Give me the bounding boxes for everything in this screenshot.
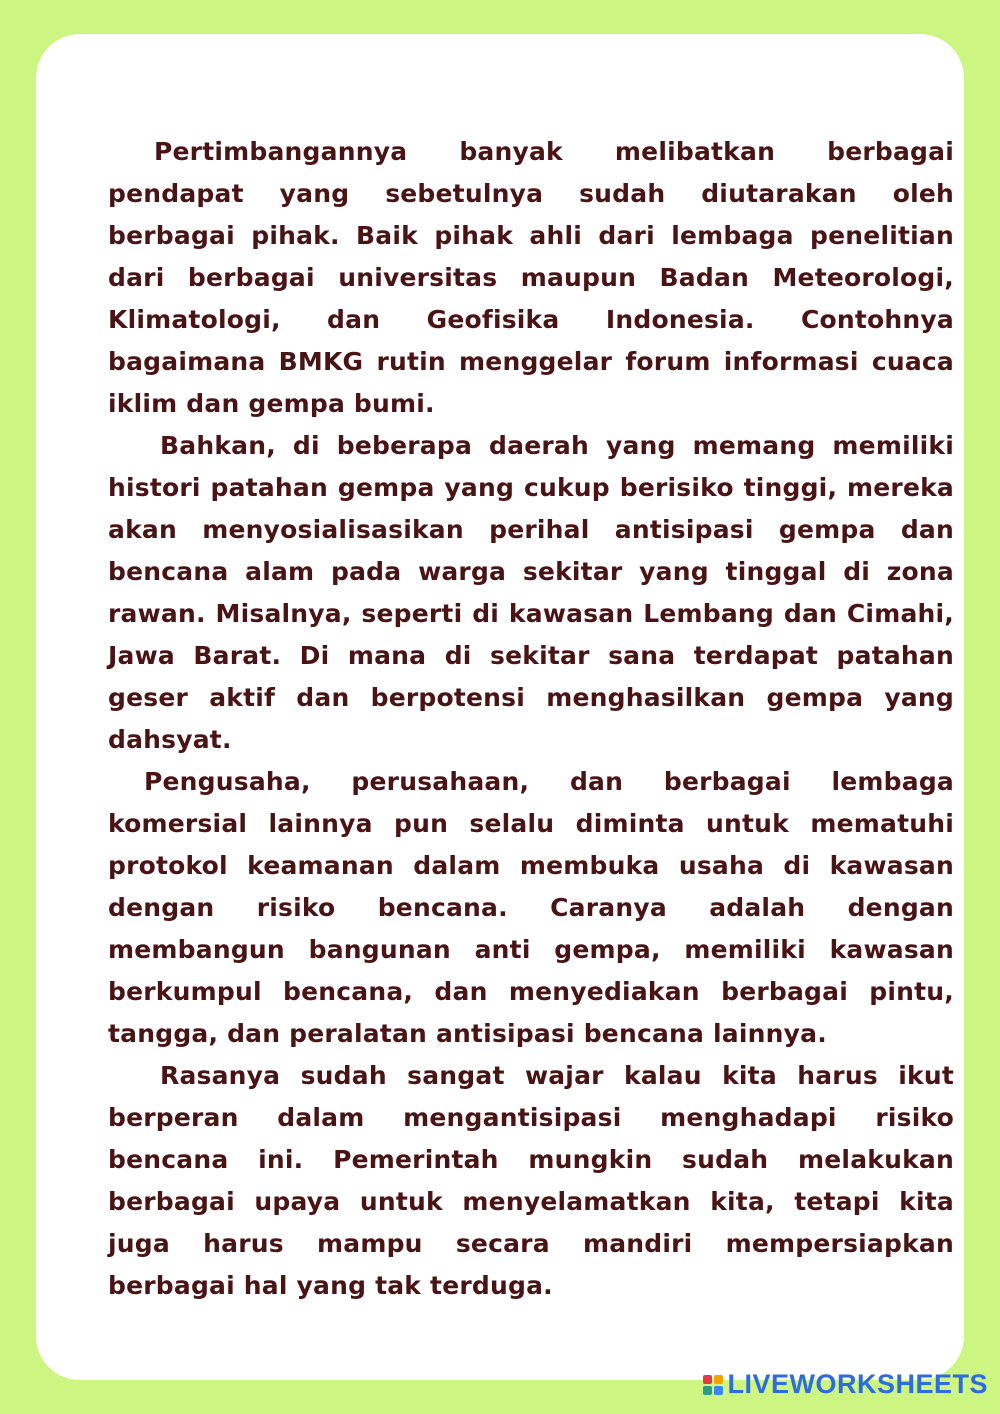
document-body xyxy=(108,131,954,1307)
paragraph-3: Pengusaha, perusahaan, dan berbagai lembaga komersial lainnya pun selalu diminta untuk mematuhi protokol keamanan dalam membuka usaha di kawasan dengan risiko bencana. Caranya adalah dengan membangun bangunan anti gempa, memiliki kawasan berkumpul bencana, dan menyediakan berbagai pintu, tangga, dan peralatan antisipasi bencana lainnya. xyxy=(108,767,954,1048)
paragraph-2: Bahkan, di beberapa daerah yang memang memiliki histori patahan gempa yang cukup berisiko tinggi, mereka akan menyosialisasikan perihal antisipasi gempa dan bencana alam pada warga sekitar yang tinggal di zona rawan. Misalnya, seperti di kawasan Lembang dan Cimahi, Jawa Barat. Di mana di sekitar sana terdapat patahan geser aktif dan berpotensi menghasilkan gempa yang dahsyat. xyxy=(108,431,954,754)
liveworksheets-brand xyxy=(703,1369,988,1400)
brand-name: LIVEWORKSHEETS xyxy=(727,1369,988,1399)
liveworksheets-logo-icon xyxy=(703,1375,723,1395)
document-card xyxy=(36,34,964,1380)
paragraph-4: Rasanya sudah sangat wajar kalau kita harus ikut berperan dalam mengantisipasi menghadapi risiko bencana ini. Pemerintah mungkin sudah melakukan berbagai upaya untuk menyelamatkan kita, tetapi kita juga harus mampu secara mandiri mempersiapkan berbagai hal yang tak terduga. xyxy=(108,1061,954,1300)
paragraph-1: Pertimbangannya banyak melibatkan berbagai pendapat yang sebetulnya sudah diutarakan oleh berbagai pihak. Baik pihak ahli dari lembaga penelitian dari berbagai universitas maupun Badan Meteorologi, Klimatologi, dan Geofisika Indonesia. Contohnya bagaimana BMKG rutin menggelar forum informasi cuaca iklim dan gempa bumi. xyxy=(108,137,954,418)
